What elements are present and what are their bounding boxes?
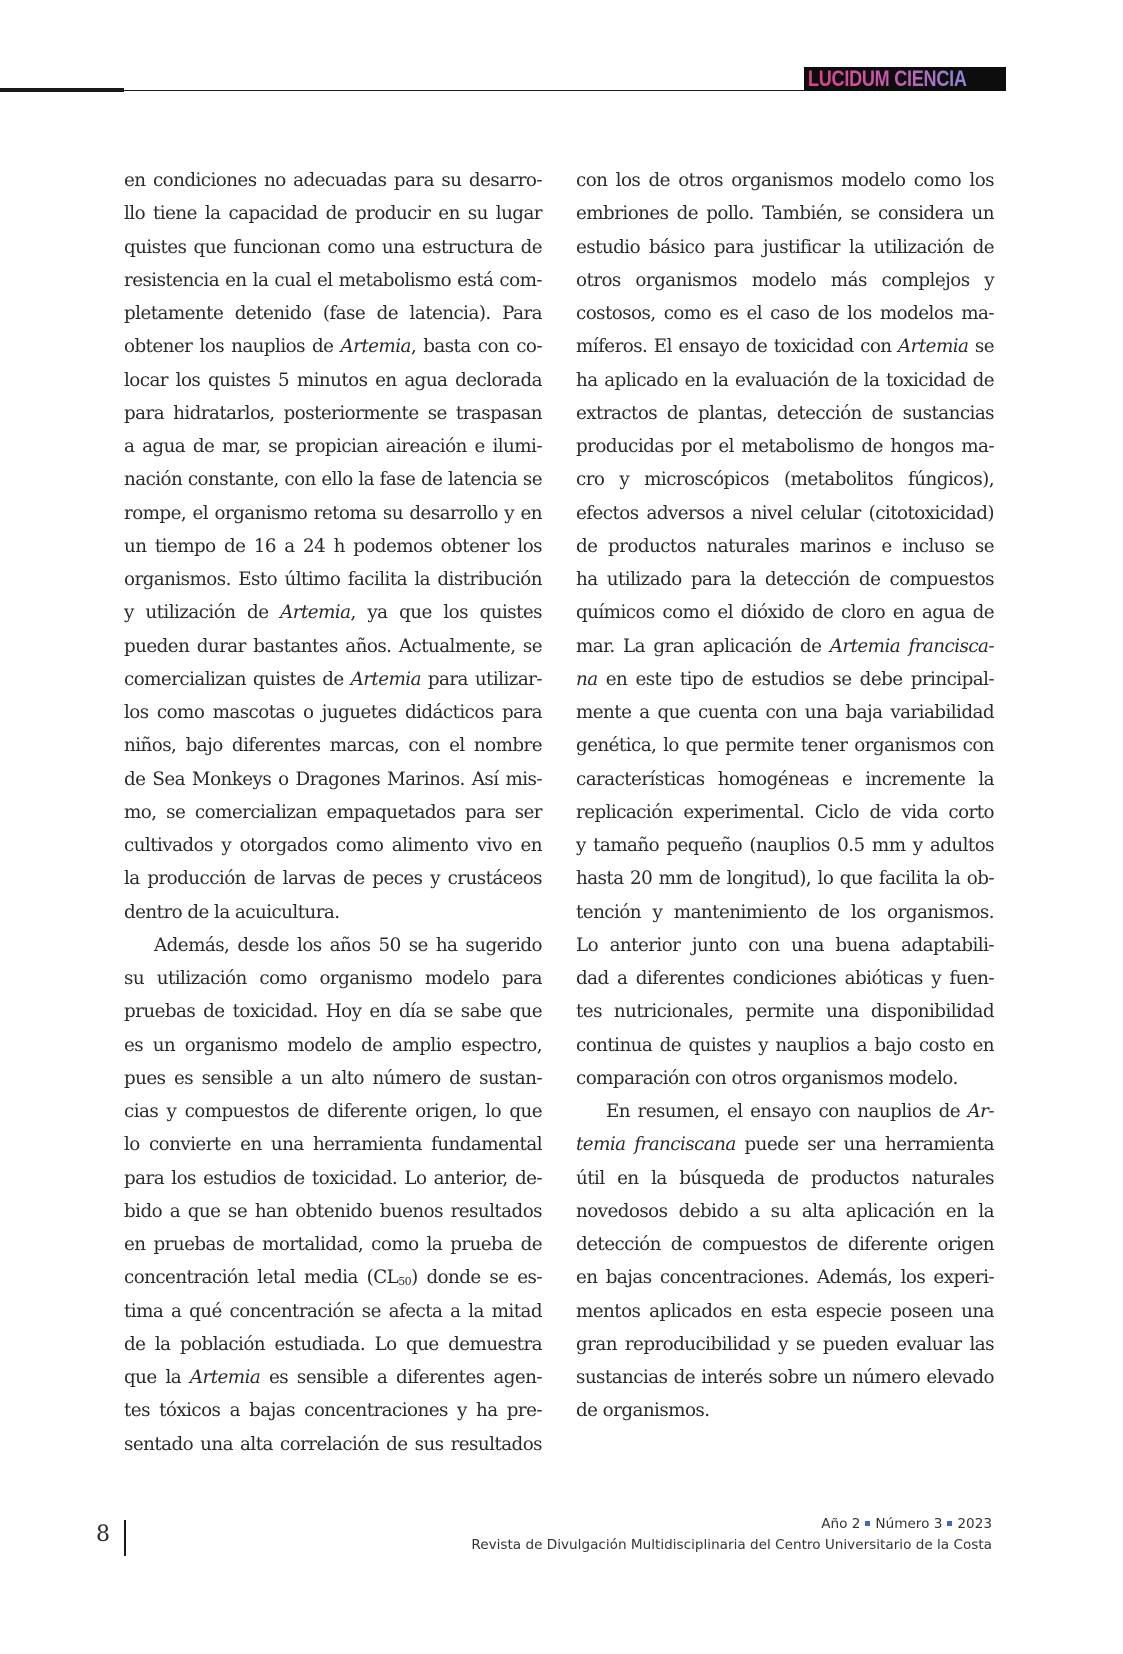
text-line: útil en la búsqueda de productos naturales	[576, 1167, 994, 1189]
text-line: llo tiene la capacidad de producir en su lugar	[124, 203, 542, 225]
text-line: pueden durar bastantes años. Actualmente, se	[124, 635, 542, 657]
text-line: pruebas de toxicidad. Hoy en día se sabe que	[124, 1001, 542, 1023]
text-line: resistencia en la cual el metabolismo está com-	[124, 269, 542, 291]
journal-brand-logo	[804, 67, 1006, 91]
issue-line	[471, 1514, 992, 1535]
text-line: que la Artemia es sensible a diferentes agen-	[124, 1367, 542, 1388]
text-line: novedosos debido a su alta aplicación en la	[576, 1200, 994, 1222]
text-line: costosos, como es el caso de los modelos ma-	[576, 303, 994, 324]
text-line: los como mascotas o juguetes didácticos para	[124, 702, 542, 723]
text-line: dentro de la acuicultura.	[124, 901, 340, 923]
text-column-left	[124, 164, 542, 1461]
text-line: en bajas concentraciones. Además, los experi-	[576, 1267, 994, 1289]
text-line: cultivados y otorgados como alimento vivo en	[124, 835, 542, 856]
text-line: estudio básico para justificar la utilización de	[576, 236, 994, 258]
text-line: sentado una alta correlación de sus resultados	[124, 1433, 542, 1455]
text-line: Lo anterior junto con una buena adaptabili-	[576, 934, 994, 956]
text-line: obtener los nauplios de Artemia, basta con co-	[124, 336, 542, 358]
text-line: comercializan quistes de Artemia para utilizar-	[124, 668, 542, 690]
text-line: ha utilizado para la detección de compuestos	[576, 569, 994, 590]
text-line: la producción de larvas de peces y crustáceos	[124, 868, 542, 890]
text-line: para los estudios de toxicidad. Lo anterior, de-	[124, 1167, 542, 1189]
text-line: características homogéneas e incremente la	[576, 768, 994, 790]
issue-year-label: Año 2	[821, 1516, 861, 1532]
text-line: mo, se comercializan empaquetados para ser	[124, 801, 542, 823]
text-line: de organismos.	[576, 1400, 710, 1422]
text-line: tes tóxicos a bajas concentraciones y ha pre-	[124, 1400, 542, 1422]
text-line: genética, lo que permite tener organismos con	[576, 735, 994, 757]
issue-number-label: Número 3	[875, 1516, 943, 1532]
page-number-divider	[124, 1520, 126, 1556]
text-line: rompe, el organismo retoma su desarrollo y en	[124, 502, 542, 524]
text-line: su utilización como organismo modelo para	[124, 968, 542, 989]
text-line: de Sea Monkeys o Dragones Marinos. Así mis-	[124, 768, 542, 790]
text-line: en pruebas de mortalidad, como la prueba de	[124, 1234, 542, 1255]
header-rule-accent	[0, 88, 124, 92]
text-line: bido a que se han obtenido buenos resultados	[124, 1200, 542, 1222]
text-line: producidas por el metabolismo de hongos ma-	[576, 436, 994, 457]
text-line: ha aplicado en la evaluación de la toxicidad de	[576, 369, 994, 391]
text-line: organismos. Esto último facilita la distribución	[124, 569, 542, 590]
brand-text: LUCIDUM CIENCIA	[808, 66, 967, 91]
text-line: un tiempo de 16 a 24 h podemos obtener los	[124, 535, 542, 557]
text-line: y tamaño pequeño (nauplios 0.5 mm y adultos	[576, 835, 994, 856]
text-line: Además, desde los años 50 se ha sugerido	[154, 934, 542, 956]
text-line: pletamente detenido (fase de latencia). Para	[124, 303, 542, 324]
text-line: nación constante, con ello la fase de latencia se	[124, 469, 542, 491]
text-line: niños, bajo diferentes marcas, con el nombre	[124, 735, 542, 757]
text-line: y utilización de Artemia, ya que los quistes	[124, 602, 542, 624]
text-line: temia franciscana puede ser una herramienta	[576, 1134, 994, 1156]
text-line: es un organismo modelo de amplio espectro,	[124, 1034, 542, 1056]
text-line: hasta 20 mm de longitud), lo que facilita la ob-	[576, 868, 994, 890]
issue-year: 2023	[957, 1516, 992, 1532]
text-line: tima a qué concentración se afecta a la mitad	[124, 1300, 542, 1322]
text-line: cro y microscópicos (metabolitos fúngicos),	[576, 469, 994, 491]
text-line: mentos aplicados en esta especie poseen una	[576, 1300, 994, 1322]
text-line: na en este tipo de estudios se debe principal-	[576, 668, 994, 690]
text-line: mar. La gran aplicación de Artemia francisca-	[576, 635, 994, 657]
footer-info	[471, 1514, 992, 1556]
text-line: continua de quistes y nauplios a bajo costo en	[576, 1034, 994, 1056]
text-line: tes nutricionales, permite una disponibilidad	[576, 1001, 994, 1023]
text-line: detección de compuestos de diferente origen	[576, 1234, 994, 1255]
text-line: quistes que funcionan como una estructura de	[124, 236, 542, 258]
text-line: dad a diferentes condiciones abióticas y fuen-	[576, 968, 994, 989]
bullet-icon	[947, 1521, 952, 1526]
journal-name: Revista de Divulgación Multidisciplinaria del Centro Universitario de la Costa	[471, 1537, 992, 1553]
text-line: para hidratarlos, posteriormente se traspasan	[124, 402, 542, 424]
text-line: comparación con otros organismos modelo.	[576, 1067, 958, 1089]
text-line: gran reproducibilidad y se pueden evaluar las	[576, 1333, 994, 1355]
text-line: replicación experimental. Ciclo de vida corto	[576, 801, 994, 823]
text-line: pues es sensible a un alto número de sustan-	[124, 1067, 542, 1089]
text-line: mente a que cuenta con una baja variabilidad	[576, 702, 994, 723]
text-line: embriones de pollo. También, se considera un	[576, 203, 994, 225]
text-line: extractos de plantas, detección de sustancias	[576, 402, 994, 424]
text-line: otros organismos modelo más complejos y	[576, 269, 994, 291]
text-line: con los de otros organismos modelo como los	[576, 170, 994, 191]
text-line: a agua de mar, se propician aireación e ilumi-	[124, 436, 542, 457]
text-line: tención y mantenimiento de los organismos.	[576, 901, 994, 923]
text-line: cias y compuestos de diferente origen, lo que	[124, 1101, 542, 1122]
text-line: efectos adversos a nivel celular (citotoxicidad)	[576, 502, 994, 524]
text-line: concentración letal media $(CL_{50})$ donde se es-	[124, 1267, 542, 1289]
text-line: sustancias de interés sobre un número elevado	[576, 1367, 994, 1388]
text-column-right	[576, 164, 994, 1428]
text-line: míferos. El ensayo de toxicidad con Artemia se	[576, 336, 994, 358]
text-line: en condiciones no adecuadas para su desarro-	[124, 170, 542, 191]
text-line: lo convierte en una herramienta fundamental	[124, 1134, 542, 1156]
text-line: locar los quistes 5 minutos en agua declorada	[124, 369, 542, 391]
text-line: En resumen, el ensayo con nauplios de Ar-	[606, 1101, 994, 1122]
text-line: químicos como el dióxido de cloro en agua de	[576, 602, 994, 624]
bullet-icon	[865, 1521, 870, 1526]
page-number: 8	[96, 1522, 110, 1547]
text-line: de la población estudiada. Lo que demuestra	[124, 1333, 542, 1355]
text-line: de productos naturales marinos e incluso se	[576, 535, 994, 557]
